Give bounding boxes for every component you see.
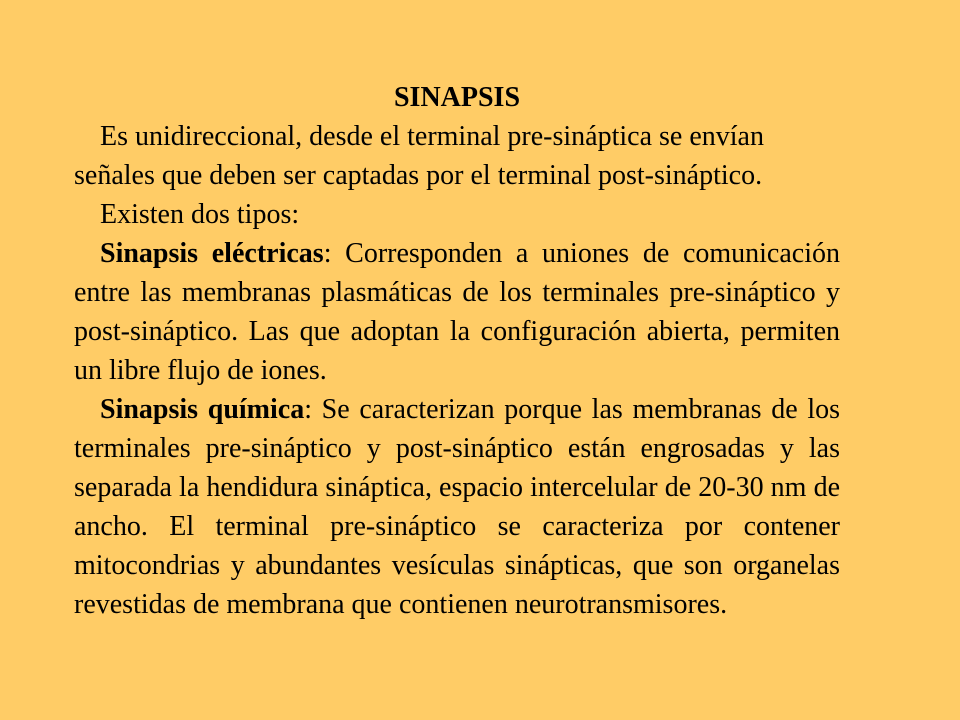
electric-synapse-term: Sinapsis eléctricas [100,238,324,269]
chemical-synapse-paragraph [74,390,840,624]
types-intro: Existen dos tipos: [100,199,300,230]
chemical-synapse-text: : Se caracterizan porque las membranas de los terminales pre-sináptico y post-sináptico están engrosadas y las separada la hendidura sináptica, espacio intercelular de 20-30 nm de ancho. El terminal pre-sináptico se caracteriza por contener mitocondrias y abundantes vesículas sinápticas, que son organelas revestidas de membrana que contienen neurotransmisores. [74,394,840,620]
slide-title: SINAPSIS [393,82,521,113]
slide-content [74,78,840,624]
intro-paragraph: Es unidireccional, desde el terminal pre-sináptica se envían señales que deben ser captadas por el terminal post-sináptico. [74,121,764,191]
electric-synapse-text: : Corresponden a uniones de comunicación entre las membranas plasmáticas de los terminales pre-sináptico y post-sináptico. Las que adoptan la configuración abierta, permiten un libre flujo de iones. [74,238,840,386]
chemical-synapse-term: Sinapsis química [100,394,305,425]
electric-synapse-paragraph [74,234,840,390]
